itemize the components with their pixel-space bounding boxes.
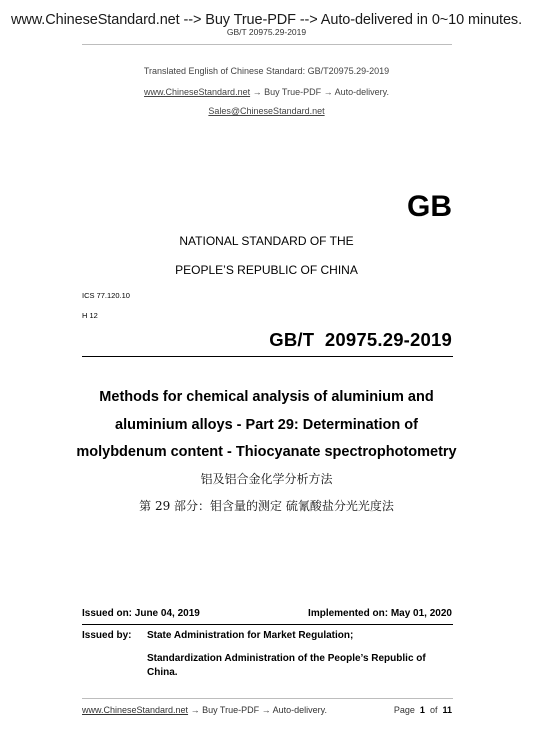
top-banner[interactable]: www.ChineseStandard.net --> Buy True-PDF --> Auto-delivered in 0~10 minutes.: [10, 12, 523, 28]
footer-buy-text: → Buy True-PDF → Auto-delivery.: [188, 705, 327, 715]
page-current: 1: [419, 705, 425, 715]
document-title: [0, 384, 533, 467]
gb-mark: GB: [407, 190, 452, 223]
standard-prefix: GB/T: [269, 329, 315, 350]
header-divider: [82, 44, 452, 45]
buy-line: [0, 87, 533, 97]
page-indicator: [394, 705, 452, 715]
footer-divider: [82, 698, 453, 699]
issued-on-date: Issued on: June 04, 2019: [82, 608, 200, 619]
title-line: Methods for chemical analysis of aluminium and: [99, 389, 434, 405]
page-of: of: [429, 705, 438, 715]
chinese-title-line-1: 铝及铝合金化学分析方法: [200, 472, 333, 486]
header-doc-number: GB/T 20975.29-2019: [226, 27, 307, 37]
sales-email-link[interactable]: Sales@ChineseStandard.net: [208, 106, 325, 116]
title-line: molybdenum content - Thiocyanate spectrophotometry: [76, 444, 457, 460]
title-line: aluminium alloys - Part 29: Determination of: [115, 416, 418, 433]
issue-divider: [82, 624, 453, 625]
site-link[interactable]: www.ChineseStandard.net: [144, 87, 251, 97]
standard-code: 20975.29-2019: [324, 329, 452, 350]
standard-number: [269, 329, 452, 351]
page-total: 11: [442, 705, 452, 715]
national-standard-line-1: NATIONAL STANDARD OF THE: [179, 234, 354, 248]
national-standard-line-2: PEOPLE’S REPUBLIC OF CHINA: [175, 263, 358, 277]
page-label: Page: [393, 705, 415, 715]
ics-code: ICS 77.120.10: [82, 291, 130, 300]
buy-text: → Buy True-PDF → Auto-delivery.: [250, 87, 389, 97]
footer-site-link[interactable]: www.ChineseStandard.net: [82, 705, 189, 715]
issuer-line-1: State Administration for Market Regulation;: [147, 630, 354, 641]
footer-buy-line: [82, 705, 327, 715]
chinese-title-line-2: 第 29 部分：钼含量的测定 硫氰酸盐分光光度法: [139, 499, 394, 513]
issuer-line-2: Standardization Administration of the People’s Republic of China.: [147, 653, 426, 678]
translation-notice: Translated English of Chinese Standard: GB/T20975.29-2019: [143, 66, 390, 76]
standard-number-rule: [82, 356, 453, 357]
classification-code: H 12: [82, 311, 98, 320]
implemented-on-date: Implemented on: May 01, 2020: [308, 608, 452, 619]
issued-by-label: Issued by:: [82, 630, 132, 641]
